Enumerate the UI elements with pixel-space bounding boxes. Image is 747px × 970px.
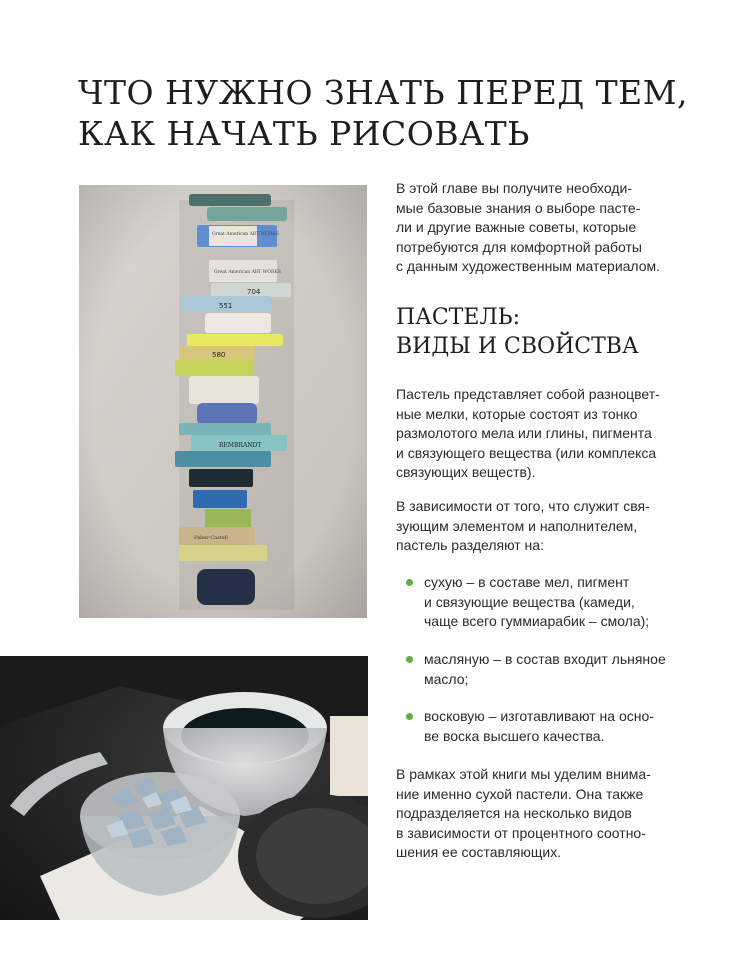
text-line: В зависимости от того, что служит свя- bbox=[396, 498, 650, 514]
text-line: В этой главе вы получите необходи- bbox=[396, 180, 633, 196]
list-item-oil bbox=[406, 650, 706, 689]
text-line: потребуются для комфортной работы bbox=[396, 238, 642, 255]
pastel-sticks-photo bbox=[79, 185, 367, 618]
text-line: В рамках этой книги мы уделим внима- bbox=[396, 766, 651, 782]
text-line: пастель разделяют на: bbox=[396, 537, 544, 554]
definition-paragraph bbox=[396, 385, 696, 483]
bullet-list bbox=[406, 707, 706, 746]
pastel-jars-photo bbox=[0, 656, 368, 920]
text-line: чаще всего гуммиарабик – смола); bbox=[424, 613, 650, 630]
text-line: ли и другие важные советы, которые bbox=[396, 219, 637, 236]
text-line: масло; bbox=[424, 670, 469, 687]
text-line: мые базовые знания о выборе пасте- bbox=[396, 199, 641, 216]
bullet-list bbox=[406, 573, 706, 632]
title-line: ЧТО НУЖНО ЗНАТЬ ПЕРЕД ТЕМ, bbox=[78, 73, 689, 112]
text-line: масляную – в состав входит льняное bbox=[424, 651, 666, 667]
text-line: ние именно сухой пастели. Она также bbox=[396, 785, 644, 802]
text-line: размолотого мела или глины, пигмента bbox=[396, 425, 652, 442]
text-line: подразделяется на несколько видов bbox=[396, 805, 632, 822]
bullet-dot-icon bbox=[406, 579, 413, 586]
text-line: в зависимости от процентного соотно- bbox=[396, 824, 646, 841]
text-line: зующим элементом и наполнителем, bbox=[396, 517, 638, 534]
closing-paragraph bbox=[396, 765, 696, 863]
text-line: с данным художественным материалом. bbox=[396, 258, 661, 275]
brand-label: Great American ART WORKS bbox=[214, 270, 281, 275]
stick-number: 551 bbox=[219, 302, 233, 310]
list-item-wax bbox=[406, 707, 706, 746]
intro-paragraph bbox=[396, 179, 696, 277]
brand-label: REMBRANDT bbox=[219, 442, 262, 449]
stick-number: 704 bbox=[247, 288, 261, 296]
text-line: восковую – изготавливают на осно- bbox=[424, 708, 654, 724]
text-line: шения ее составляющих. bbox=[396, 844, 562, 861]
text-line: Пастель представляет собой разноцвет- bbox=[396, 386, 660, 402]
brand-label: Faber-Castell bbox=[194, 535, 228, 541]
bullet-list bbox=[406, 650, 706, 689]
text-line: ные мелки, которые состоят из тонко bbox=[396, 405, 638, 422]
text-line: сухую – в составе мел, пигмент bbox=[424, 574, 630, 590]
text-line: связующих веществ). bbox=[396, 464, 536, 481]
types-intro-paragraph bbox=[396, 497, 696, 556]
bullet-dot-icon bbox=[406, 713, 413, 720]
bullet-dot-icon bbox=[406, 656, 413, 663]
text-line: ве воска высшего качества. bbox=[424, 727, 605, 744]
brand-label: Great American ART WORKS bbox=[212, 232, 279, 237]
list-item-dry bbox=[406, 573, 706, 632]
heading-line: ВИДЫ И СВОЙСТВА bbox=[396, 334, 639, 359]
stick-number: 580 bbox=[212, 351, 226, 359]
section-heading bbox=[396, 303, 716, 361]
text-line: и связующего вещества (или комплекса bbox=[396, 444, 657, 461]
page-title bbox=[78, 72, 718, 154]
heading-line: ПАСТЕЛЬ: bbox=[396, 305, 521, 330]
text-line: и связующие вещества (камеди, bbox=[424, 593, 635, 610]
title-line: КАК НАЧАТЬ РИСОВАТЬ bbox=[78, 114, 530, 153]
